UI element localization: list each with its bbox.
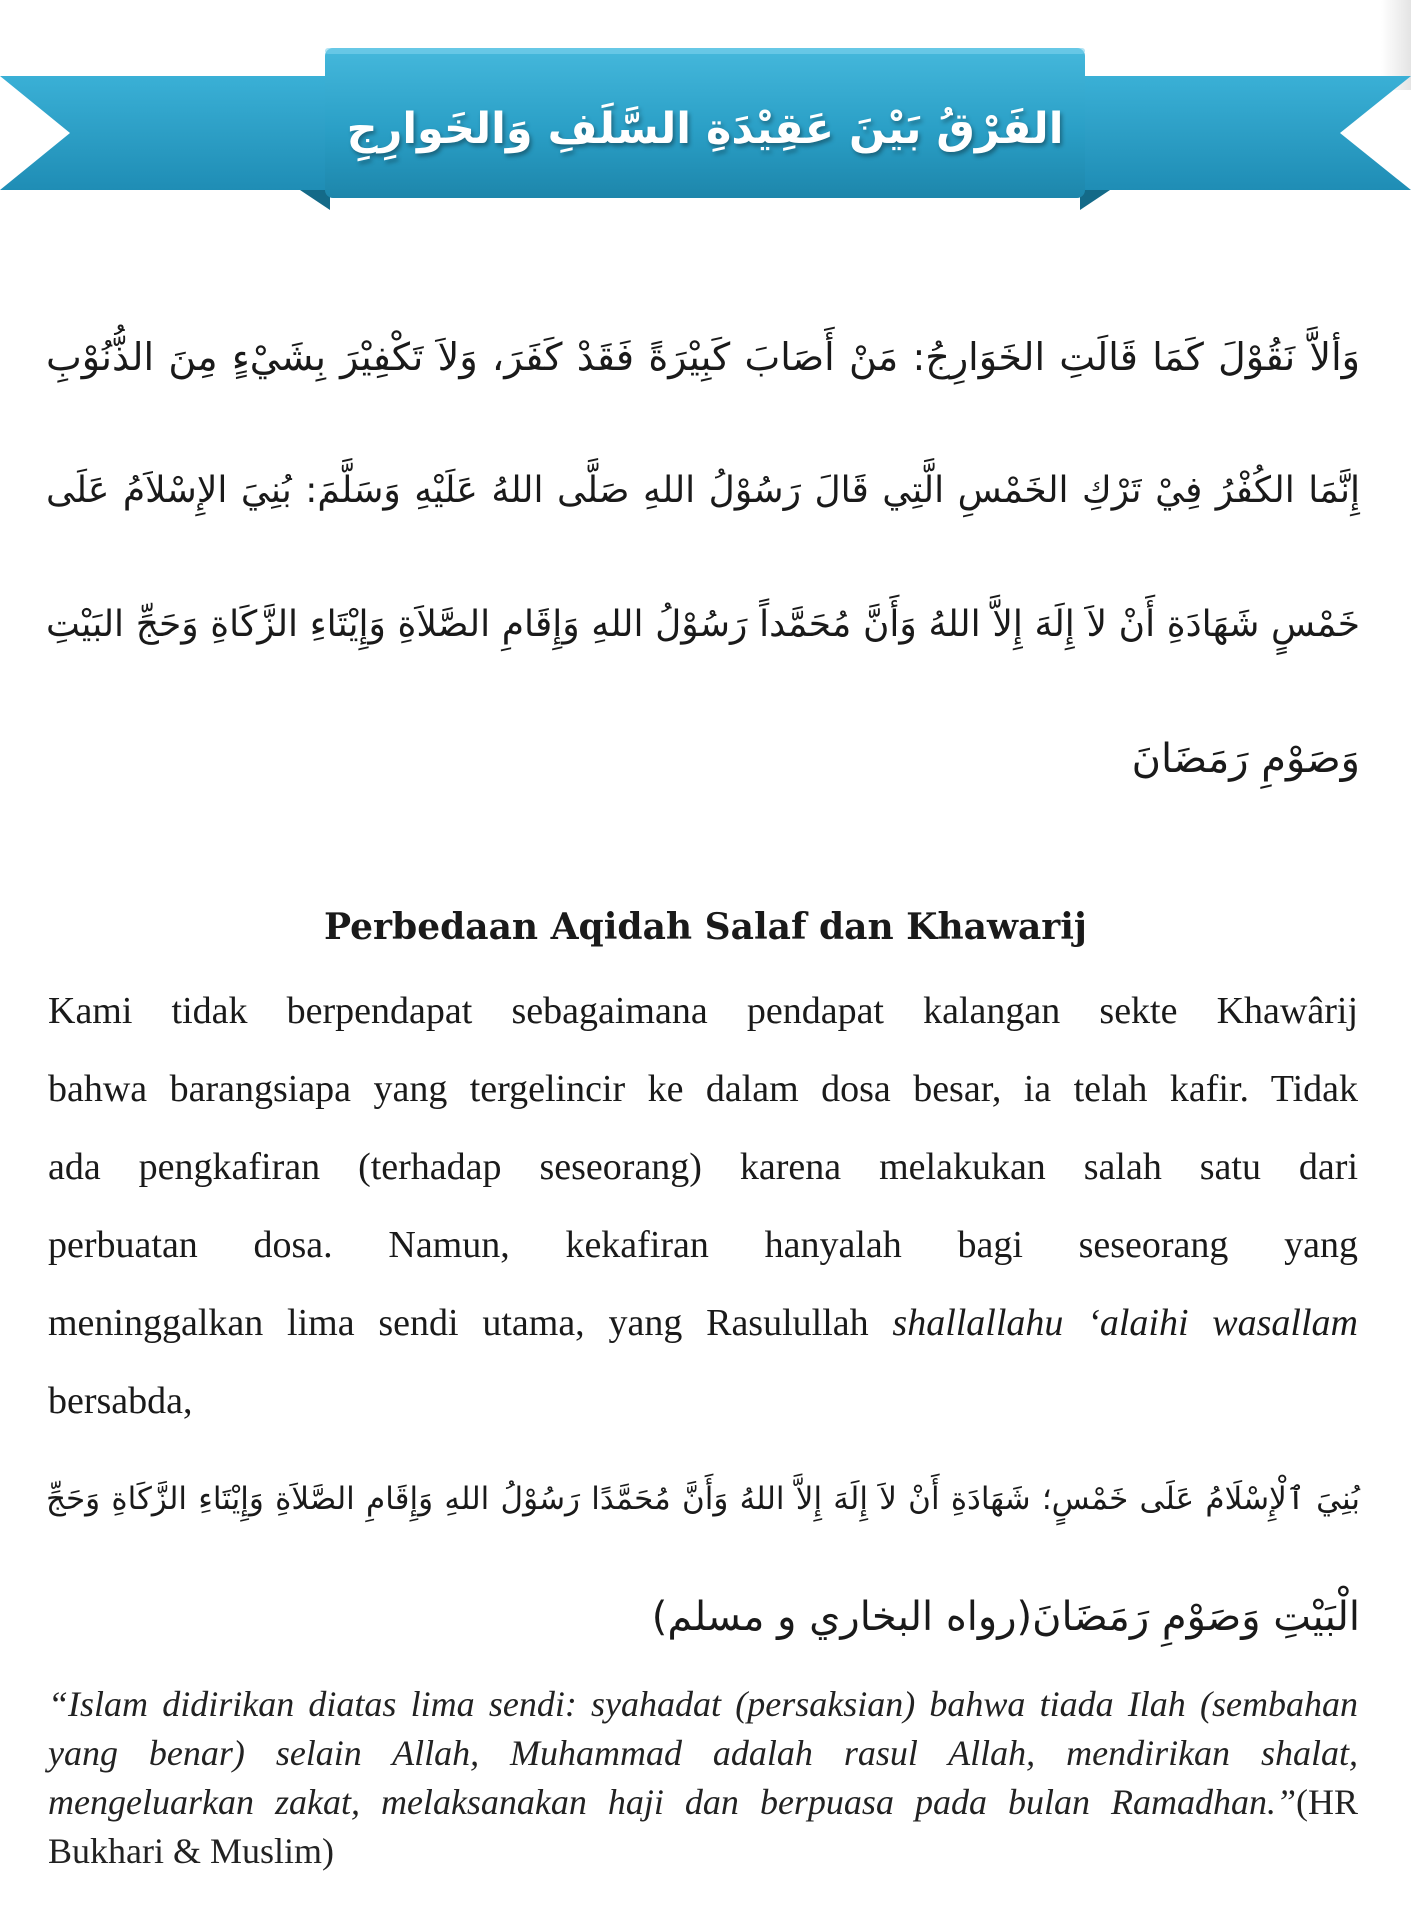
arabic-line: إِنَّمَا الكُفْرُ فِيْ تَرْكِ الخَمْسِ الَّتِي قَالَ رَسُوْلُ اللهِ صَلَّى اللهُ عَلَيْهِ وَسَلَّمَ: بُنِيَ الإِسْلاَمُ عَلَى [46,470,1360,511]
arabic-line: خَمْسٍ شَهَادَةِ أَنْ لاَ إِلَهَ إِلاَّ اللهُ وَأَنَّ مُحَمَّداً رَسُوْلُ اللهِ وَإِقَامِ الصَّلاَةِ وَإِيْتَاءِ الزَّكَاةِ وَحَجِّ البَيْتِ [46,604,1360,645]
paragraph-line: bersabda, [48,1380,193,1422]
banner-title: الفَرْقُ بَيْنَ عَقِيْدَةِ السَّلَفِ وَالخَوارِجِ [346,104,1064,154]
translation-heading: Perbedaan Aqidah Salaf dan Khawarij [324,906,1087,948]
ribbon-left-fold [300,190,330,210]
arabic-line: وَألاَّ نَقُوْلَ كَمَا قَالَتِ الخَوَارِجُ: مَنْ أَصَابَ كَبِيْرَةً فَقَدْ كَفَرَ، وَلاَ تَكْفِيْرَ بِشَيْءٍ مِنَ الذُّنُوْبِ [46,335,1360,379]
hadith-arabic-line: الْبَيْتِ وَصَوْمِ رَمَضَانَ(رواه البخاري و مسلم) [651,1594,1360,1640]
title-banner [0,40,1411,240]
quote-text: yang benar) selain Allah, Muhammad adalah rasul Allah, mendirikan shalat, [48,1733,1358,1773]
quote-line [48,1680,1358,1729]
paragraph-text: meninggalkan lima sendi utama, yang Rasulullah [48,1302,893,1344]
quote-line [48,1729,1358,1778]
honorific-italic: shallallahu ‘alaihi wasallam [892,1302,1358,1344]
ribbon-left-tail [0,76,330,190]
quote-text: “Islam didirikan diatas lima sendi: syahadat (persaksian) bahwa tiada Ilah (sembahan [48,1684,1358,1724]
citation-text: (HR [1296,1782,1358,1822]
paragraph-line: bahwa barangsiapa yang tergelincir ke dalam dosa besar, ia telah kafir. Tidak [48,1068,1358,1110]
ribbon-right-fold [1080,190,1110,210]
translation-paragraph [48,978,1358,1446]
quote-text: mengeluarkan zakat, melaksanakan haji dan berpuasa pada bulan Ramadhan.” [48,1782,1296,1822]
quote-line [48,1778,1358,1827]
hadith-arabic-line: بُنِيَ ٱلْإِسْلَامُ عَلَى خَمْسٍ؛ شَهَادَةِ أَنْ لاَ إِلَهَ إِلاَّ اللهُ وَأَنَّ مُحَمَّدًا رَسُوْلُ اللهِ وَإِقَامِ الصَّلاَةِ وَإِيْتَاءِ الزَّكَاةِ وَحَجِّ [46,1481,1360,1517]
paragraph-line: ada pengkafiran (terhadap seseorang) karena melakukan salah satu dari [48,1146,1358,1188]
hadith-arabic-block [46,1440,1360,1676]
quote-line: Bukhari & Muslim) [48,1831,334,1871]
paragraph-line [48,1290,1358,1368]
paragraph-line: perbuatan dosa. Namun, kekafiran hanyalah bagi seseorang yang [48,1224,1358,1266]
arabic-text-block [46,290,1360,826]
hadith-translation [48,1680,1358,1876]
arabic-line: وَصَوْمِ رَمَضَانَ [1131,736,1360,782]
paragraph-line: Kami tidak berpendapat sebagaimana pendapat kalangan sekte Khawârij [48,990,1358,1032]
ribbon-right-tail [1080,76,1411,190]
